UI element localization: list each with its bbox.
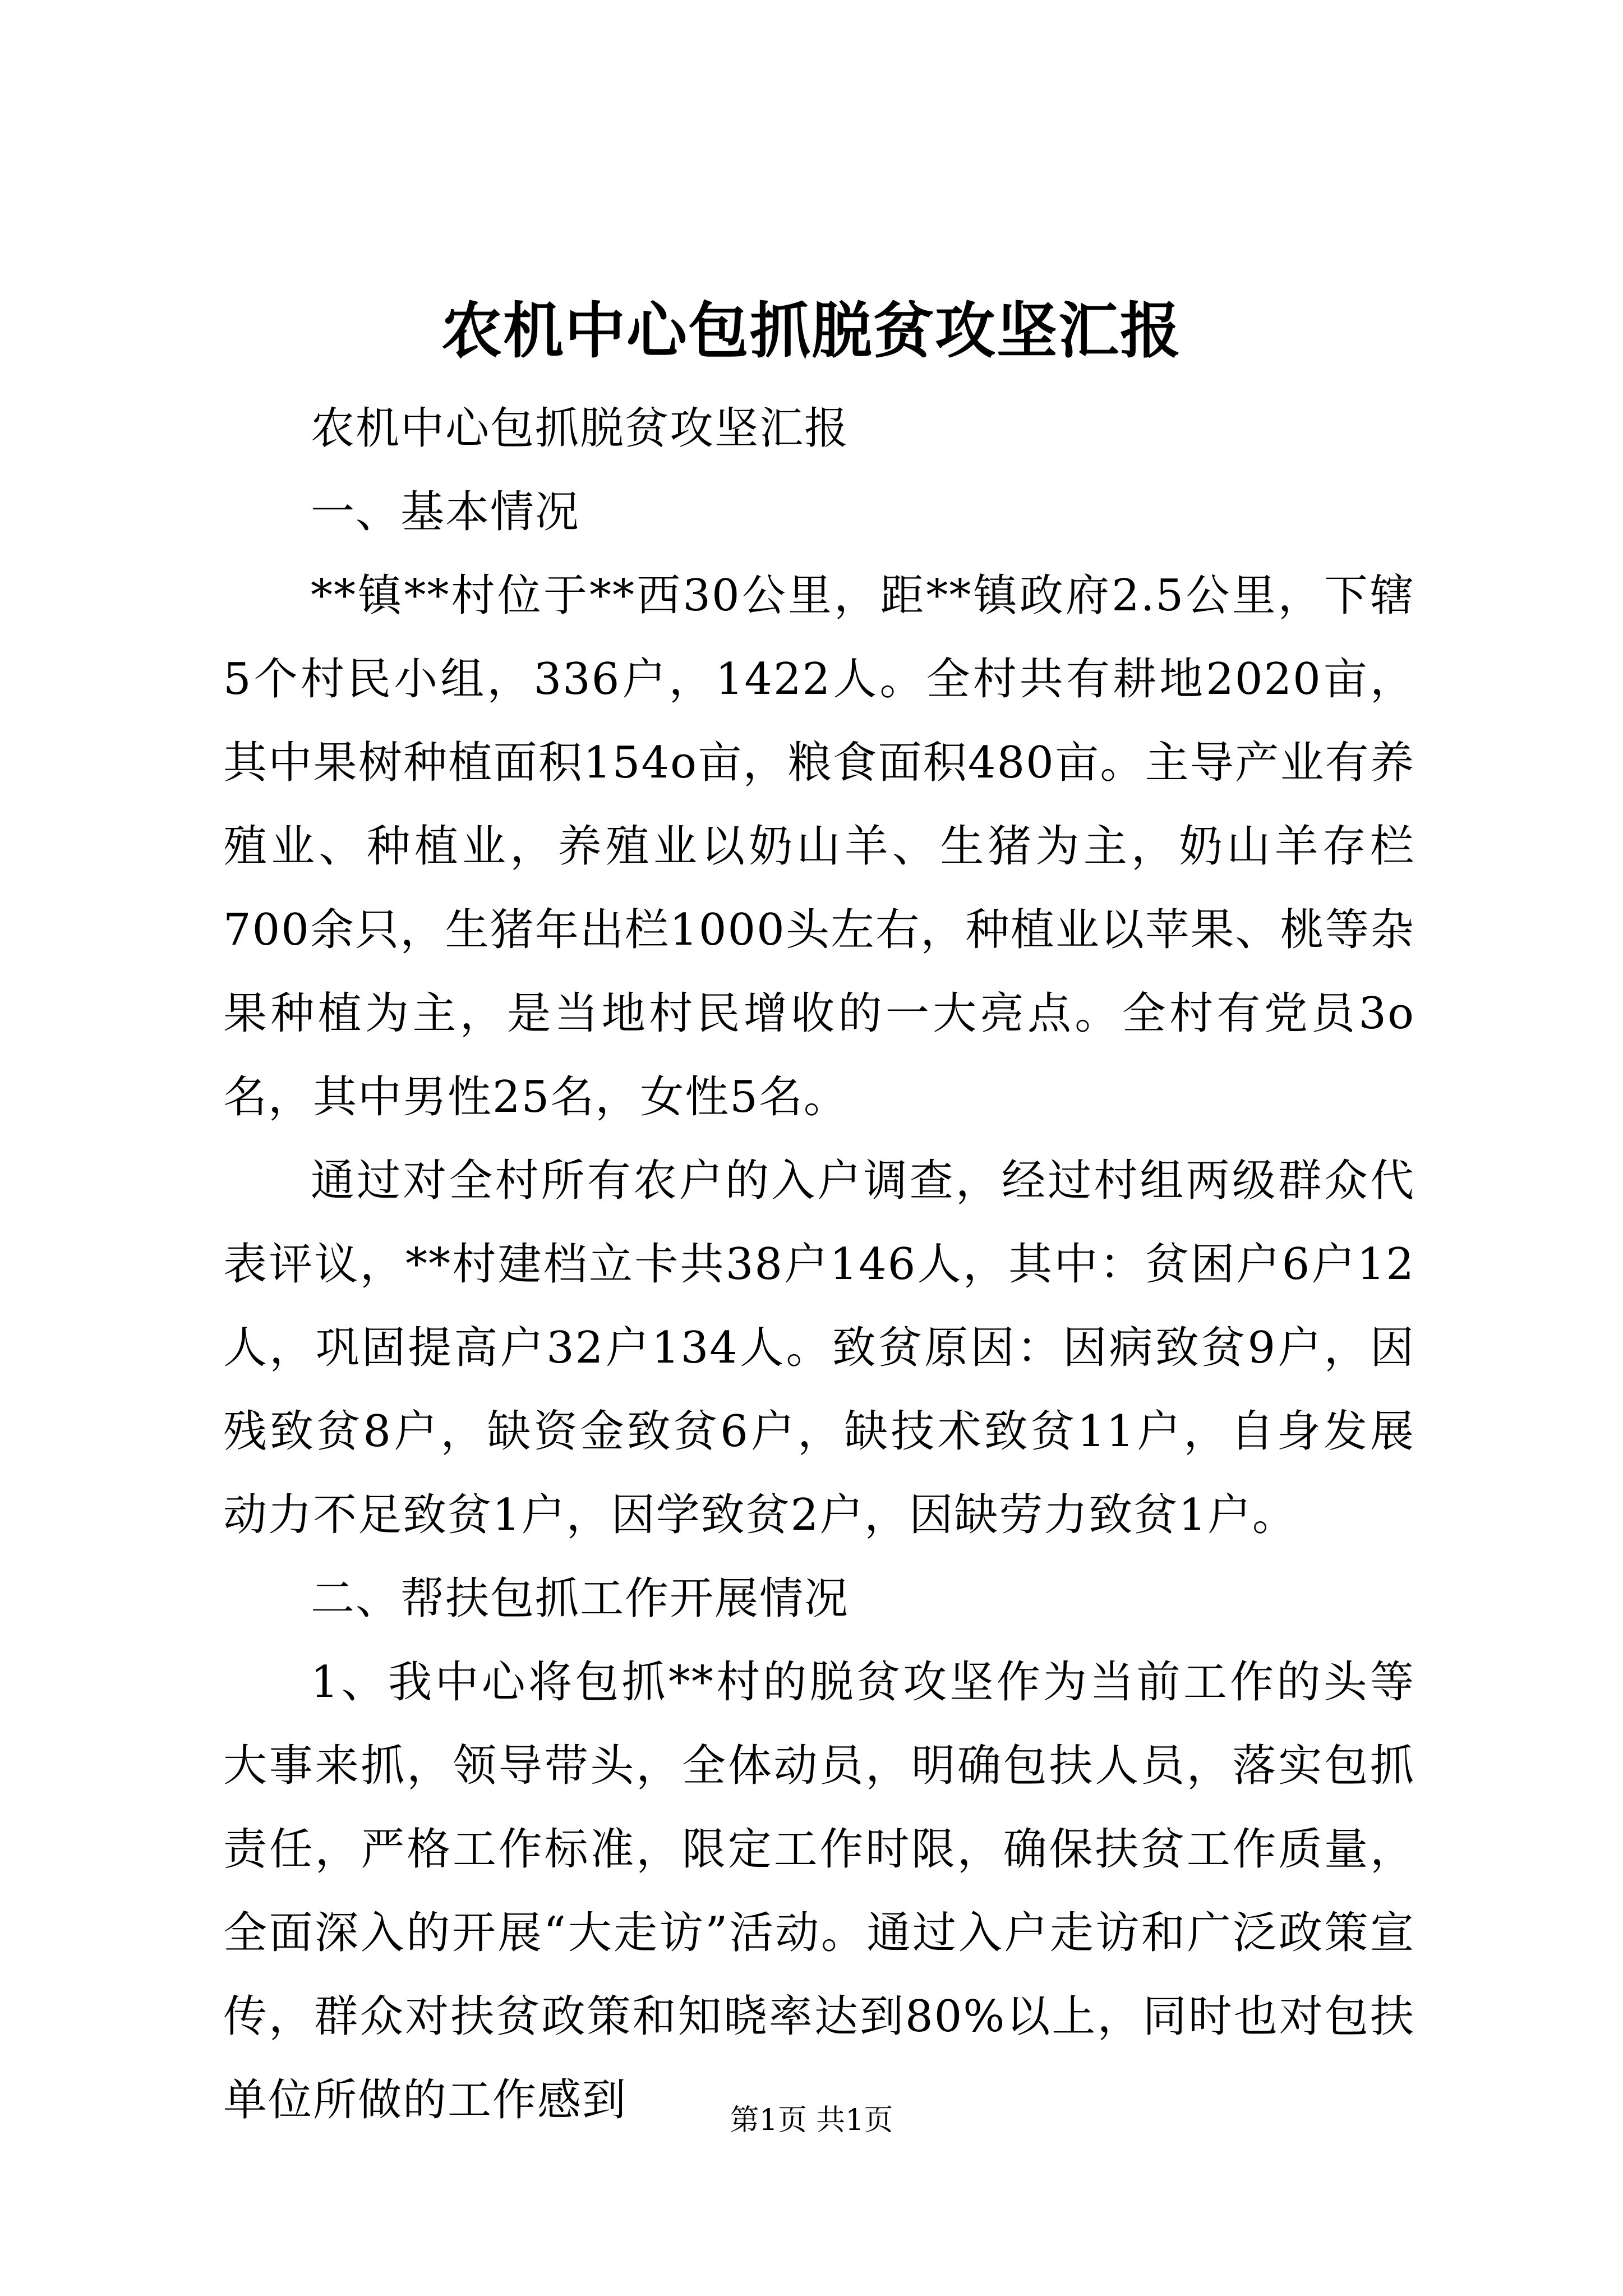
paragraph-subtitle: 农机中心包抓脱贫攻坚汇报 (311, 403, 850, 454)
section-heading-basic-situation: 一、基本情况 (311, 487, 580, 537)
paragraph-poverty-survey: 通过对全村所有农户的入户调查，经过村组两级群众代表评议，**村建档立卡共38户146人，其中：贫困户6户12人，巩固提高户32户134人。致贫原因：因病致贫9户，因残致贫8户，缺资金致贫6户，缺技术致贫11户，自身发展动力不足致贫1户，因学致贫2户，因缺劳力致贫1户。 (223, 1156, 1415, 1540)
document-body (223, 387, 1415, 2142)
page-footer: 第1页 共1页 (730, 2104, 893, 2137)
section-heading-assistance-work: 二、帮扶包抓工作开展情况 (311, 1573, 850, 1624)
paragraph-assistance-item-1: 1、我中心将包抓**村的脱贫攻坚作为当前工作的头等大事来抓，领导带头，全体动员，明确包扶人员，落实包抓责任，严格工作标准，限定工作时限，确保扶贫工作质量，全面深入的开展“大走访”活动。通过入户走访和广泛政策宣传，群众对扶贫政策和知晓率达到80%以上，同时也对包扶单位所做的工作感到 (223, 1657, 1415, 2125)
paragraph-village-overview: **镇**村位于**西30公里，距**镇政府2.5公里，下辖5个村民小组，336户，1422人。全村共有耕地2020亩，其中果树种植面积154o亩，粮食面积480亩。主导产业有养殖业、种植业，养殖业以奶山羊、生猪为主，奶山羊存栏700余只，生猪年出栏1000头左右，种植业以苹果、桃等杂果种植为主，是当地村民增收的一大亮点。全村有党员3o名，其中男性25名，女性5名。 (223, 570, 1415, 1122)
document-title: 农机中心包抓脱贫攻坚汇报 (441, 296, 1182, 366)
